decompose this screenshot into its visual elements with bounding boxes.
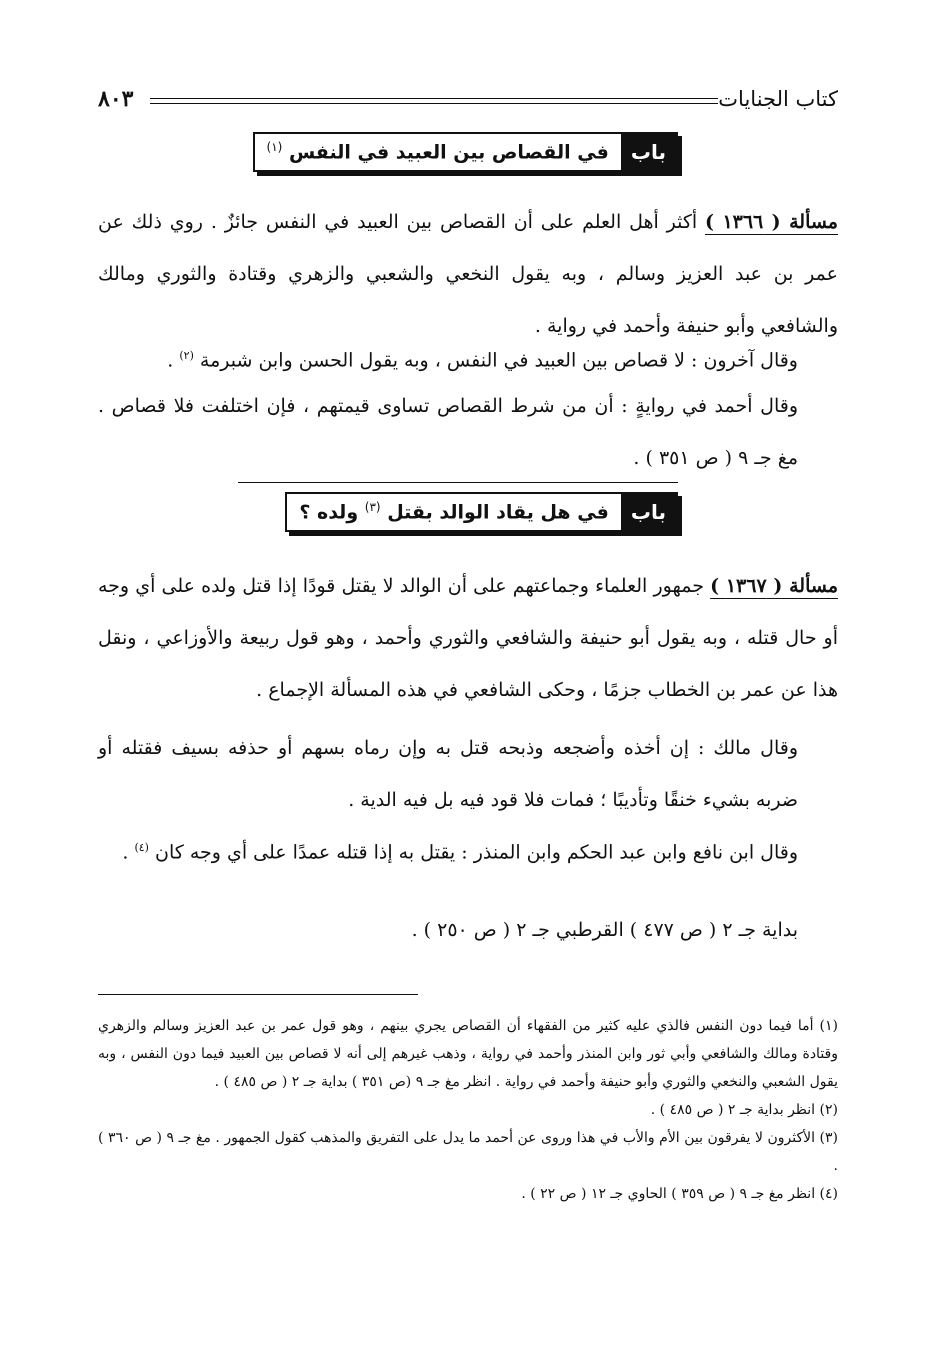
footnote-ref: (٤) (134, 841, 149, 854)
paragraph (98, 330, 838, 386)
paragraph (98, 722, 838, 826)
footnote-separator (98, 994, 418, 995)
section-title (255, 140, 621, 163)
header-rule (150, 103, 718, 104)
page-number: ٨٠٣ (98, 86, 134, 112)
masala-label: مسألة ( ١٣٦٧ ) (710, 575, 838, 597)
chapter-tag: باب (621, 134, 676, 170)
footnote-ref: (٢) (179, 349, 194, 362)
reference-text: بداية جـ ٢ ( ص ٤٧٧ ) القرطبي جـ ٢ ( ص ٢٥٠ ) . (411, 919, 798, 941)
footnote-ref: (٣) (364, 500, 381, 515)
section-title-text: في هل يقاد الوالد بقتل (387, 501, 609, 524)
masala-text: أكثر أهل العلم على أن القصاص بين العبيد في النفس جائزٌ . روي ذلك عن عمر بن عبد العزيز وسالم ، وبه يقول النخعي والشعبي والزهري وقتادة والثوري ومالك والشافعي وأبو حنيفة وأحمد في رواية . (98, 211, 838, 337)
section-heading-1 (98, 122, 838, 182)
reference-line (98, 904, 838, 956)
masala-1366 (98, 196, 838, 352)
footnote-1: (١) أما فيما دون النفس فالذي عليه كثير من الفقهاء أن القصاص يجري بينهم ، وهو قول عمر بن عبد العزيز وسالم والزهري وقتادة ومالك والشافعي وأبي ثور وابن المنذر وأحمد في رواية ، وذهب غيرهم إلى أنه لا قصاص بين العبيد فيما دون النفس ، وبه يقول الشعبي والنخعي والثوري وأبو حنيفة وأحمد في رواية . انظر مغ جـ ٩ (ص ٣٥١ ) بداية جـ ٢ ( ص ٤٨٥ ) . (98, 1018, 838, 1090)
paragraph-end: . (167, 349, 180, 372)
section-banner (253, 132, 679, 172)
paragraph (98, 822, 838, 878)
masala-text: جمهور العلماء وجماعتهم على أن الوالد لا يقتل قودًا إذا قتل ولده على أي وجه أو حال قتله ، وبه يقول أبو حنيفة والشافعي والثوري وأحمد ، وهو قول ربيعة والأوزاعي ، ونقل هذا عن عمر بن الخطاب جزمًا ، وحكى الشافعي في هذه المسألة الإجماع . (98, 575, 838, 701)
header-rule (150, 98, 718, 99)
paragraph-text: وقال أحمد في روايةٍ : أن من شرط القصاص تساوى قيمتهم ، فإن اختلفت فلا قصاص . مغ جـ ٩ ( ص ٣٥١ ) . (98, 395, 798, 469)
section-title-text: في القصاص بين العبيد في النفس (288, 141, 609, 164)
paragraph-text: وقال آخرون : لا قصاص بين العبيد في النفس ، وبه يقول الحسن وابن شبرمة (199, 349, 798, 372)
running-header (98, 82, 838, 116)
paragraph-end: . (122, 841, 135, 864)
paragraph-text: وقال مالك : إن أخذه وأضجعه وذبحه قتل به وإن رماه بسهم أو حذفه بسيف فقتله أو ضربه بشيء خنقًا وتأديبًا ؛ فمات فلا قود فيه بل فيه الدية . (98, 737, 798, 811)
section-banner (285, 492, 678, 532)
section-heading-2 (98, 482, 838, 542)
footnote-4: (٤) انظر مغ جـ ٩ ( ص ٣٥٩ ) الحاوي جـ ١٢ ( ص ٢٢ ) . (521, 1186, 838, 1202)
section-title (287, 500, 621, 523)
book-title: كتاب الجنايات (718, 87, 838, 111)
book-page (98, 70, 838, 1330)
footnote-2: (٢) انظر بداية جـ ٢ ( ص ٤٨٥ ) . (650, 1102, 838, 1118)
paragraph-text: وقال ابن نافع وابن عبد الحكم وابن المنذر : يقتل به إذا قتله عمدًا على أي وجه كان (155, 841, 798, 864)
section-title-text: ولده ؟ (299, 501, 359, 524)
masala-label: مسألة ( ١٣٦٦ ) (705, 211, 838, 233)
chapter-tag: باب (621, 494, 676, 530)
footnote-3: (٣) الأكثرون لا يفرقون بين الأم والأب في هذا وروى عن أحمد ما يدل على التفريق والمذهب كقول الجمهور . مغ جـ ٩ ( ص ٣٦٠ ) . (98, 1130, 838, 1174)
masala-1367 (98, 560, 838, 716)
footnotes (98, 1012, 838, 1208)
paragraph (98, 380, 838, 484)
footnote-ref: (١) (266, 140, 283, 155)
divider-line (238, 482, 678, 483)
